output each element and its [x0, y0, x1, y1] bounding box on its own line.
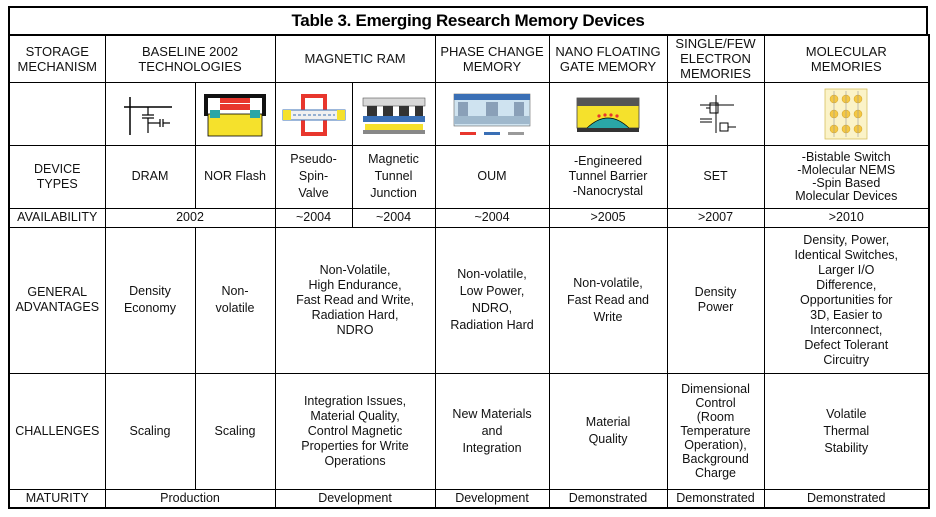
- image-cell-ovonic: [435, 82, 549, 145]
- challenge-molecular: Volatile Thermal Stability: [764, 373, 929, 489]
- image-cell-molecular: [764, 82, 929, 145]
- advantage-single: Density Power: [667, 227, 764, 373]
- row-label-advantages: GENERAL ADVANTAGES: [9, 227, 105, 373]
- molecular-array-illustration: [821, 87, 871, 141]
- header-phase-change: PHASE CHANGE MEMORY: [435, 35, 549, 82]
- device-type-set: SET: [667, 145, 764, 208]
- advantages-row: [9, 227, 929, 373]
- advantage-molecular: Density, Power, Identical Switches, Larger I/O Difference, Opportunities for 3D, Easier to Interconnect, Defect Tolerant Circuitry: [764, 227, 929, 373]
- challenge-dram: Scaling: [105, 373, 195, 489]
- nor-flash-cell-illustration: [200, 88, 270, 140]
- advantage-nano: Non-volatile, Fast Read and Write: [549, 227, 667, 373]
- maturity-phase: Development: [435, 489, 549, 508]
- mtj-array-illustration: [359, 88, 429, 140]
- device-type-dram: DRAM: [105, 145, 195, 208]
- memory-devices-table: [8, 34, 930, 509]
- maturity-molecular: Demonstrated: [764, 489, 929, 508]
- availability-molecular: >2010: [764, 208, 929, 227]
- maturity-baseline: Production: [105, 489, 275, 508]
- phase-change-cell-illustration: [452, 88, 532, 140]
- table-container: [8, 6, 928, 509]
- device-type-oum: OUM: [435, 145, 549, 208]
- availability-mtj: ~2004: [352, 208, 435, 227]
- header-nano-floating-gate: NANO FLOATING GATE MEMORY: [549, 35, 667, 82]
- device-type-pseudo-spin-valve: Pseudo- Spin- Valve: [275, 145, 352, 208]
- availability-single: >2007: [667, 208, 764, 227]
- nano-floating-gate-illustration: [573, 88, 643, 140]
- availability-phase: ~2004: [435, 208, 549, 227]
- maturity-magnetic: Development: [275, 489, 435, 508]
- row-label-challenges: CHALLENGES: [9, 373, 105, 489]
- set-circuit-illustration: [686, 89, 746, 139]
- challenge-single: Dimensional Control (Room Temperature Operation), Background Charge: [667, 373, 764, 489]
- device-type-mtj: Magnetic Tunnel Junction: [352, 145, 435, 208]
- image-cell-nano-floating-gate: [549, 82, 667, 145]
- challenge-phase: New Materials and Integration: [435, 373, 549, 489]
- image-cell-mtj: [352, 82, 435, 145]
- availability-pseudo: ~2004: [275, 208, 352, 227]
- challenges-row: [9, 373, 929, 489]
- dram-circuit-illustration: [120, 89, 180, 139]
- table-title: Table 3. Emerging Research Memory Devices: [291, 11, 645, 30]
- header-baseline: BASELINE 2002 TECHNOLOGIES: [105, 35, 275, 82]
- image-cell-pseudo-spin-valve: [275, 82, 352, 145]
- availability-nano: >2005: [549, 208, 667, 227]
- header-magnetic-ram: MAGNETIC RAM: [275, 35, 435, 82]
- image-cell-empty: [9, 82, 105, 145]
- maturity-single: Demonstrated: [667, 489, 764, 508]
- challenge-nano: Material Quality: [549, 373, 667, 489]
- availability-row: [9, 208, 929, 227]
- image-row: [9, 82, 929, 145]
- row-label-device-types: DEVICE TYPES: [9, 145, 105, 208]
- header-single-electron: SINGLE/FEW ELECTRON MEMORIES: [667, 35, 764, 82]
- header-row: [9, 35, 929, 82]
- header-molecular: MOLECULAR MEMORIES: [764, 35, 929, 82]
- device-type-nano: -Engineered Tunnel Barrier -Nanocrystal: [549, 145, 667, 208]
- image-cell-dram: [105, 82, 195, 145]
- row-label-availability: AVAILABILITY: [9, 208, 105, 227]
- image-cell-nor-flash: [195, 82, 275, 145]
- device-type-molecular: -Bistable Switch -Molecular NEMS -Spin Based Molecular Devices: [764, 145, 929, 208]
- row-label-maturity: MATURITY: [9, 489, 105, 508]
- advantage-phase: Non-volatile, Low Power, NDRO, Radiation Hard: [435, 227, 549, 373]
- maturity-row: [9, 489, 929, 508]
- advantage-dram: Density Economy: [105, 227, 195, 373]
- challenge-magnetic: Integration Issues, Material Quality, Control Magnetic Properties for Write Operations: [275, 373, 435, 489]
- pseudo-spin-valve-illustration: [279, 88, 349, 140]
- advantage-nor: Non- volatile: [195, 227, 275, 373]
- device-types-row: [9, 145, 929, 208]
- maturity-nano: Demonstrated: [549, 489, 667, 508]
- device-type-nor-flash: NOR Flash: [195, 145, 275, 208]
- advantage-magnetic: Non-Volatile, High Endurance, Fast Read and Write, Radiation Hard, NDRO: [275, 227, 435, 373]
- header-storage-mechanism: STORAGE MECHANISM: [9, 35, 105, 82]
- image-cell-set: [667, 82, 764, 145]
- challenge-nor: Scaling: [195, 373, 275, 489]
- table-title-box: [8, 6, 928, 34]
- availability-baseline: 2002: [105, 208, 275, 227]
